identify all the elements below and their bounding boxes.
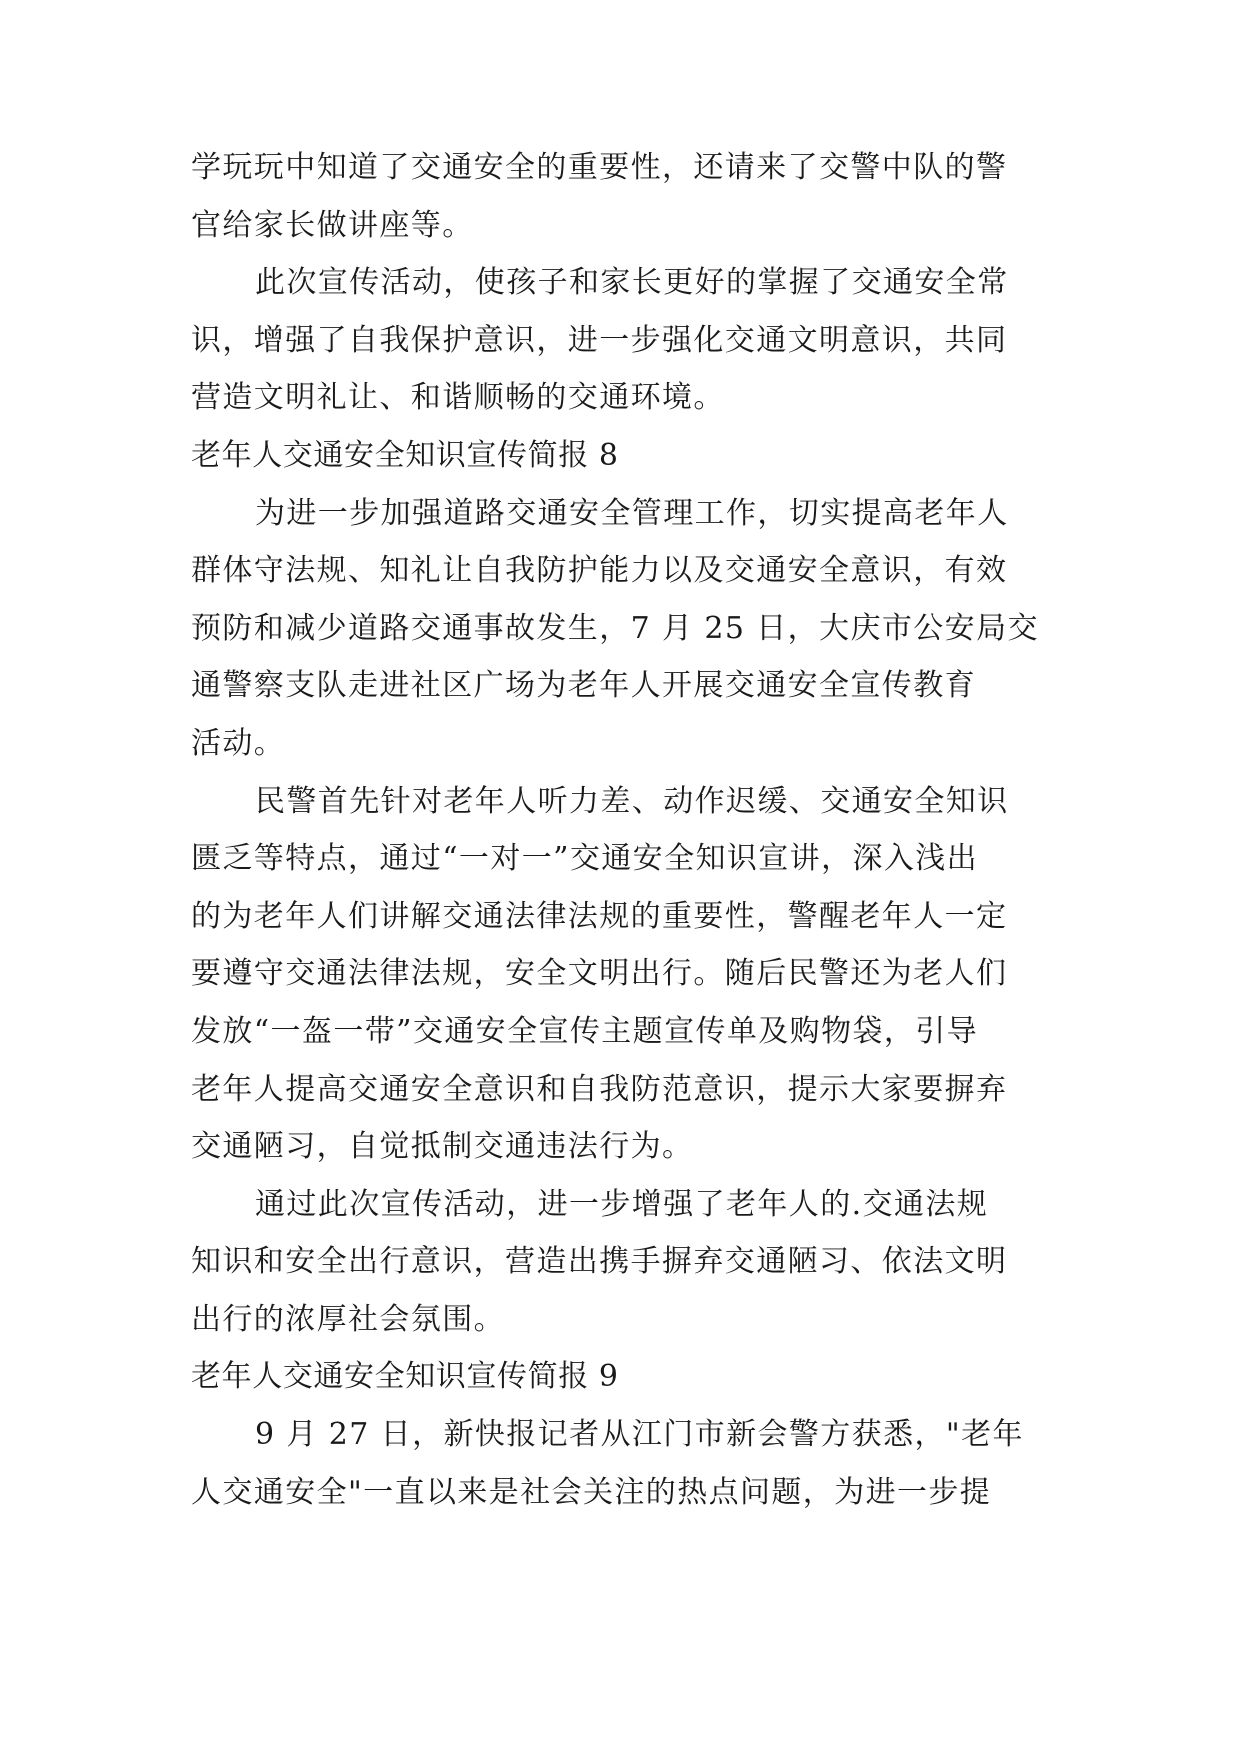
- paragraph-line: 交通陋习，自觉抵制交通违法行为。: [191, 1129, 694, 1165]
- paragraph-line: 学玩玩中知道了交通安全的重要性，还请来了交警中队的警: [191, 150, 1008, 185]
- paragraph-line: 营造文明礼让、和谐顺畅的交通环境。: [191, 380, 725, 416]
- paragraph-line: 9 月 27 日，新快报记者从江门市新会警方获悉，"老年: [255, 1417, 1024, 1453]
- paragraph-line: 知识和安全出行意识，营造出携手摒弃交通陋习、依法文明: [191, 1244, 1008, 1280]
- paragraph-line: 民警首先针对老年人听力差、动作迟缓、交通安全知识: [255, 783, 1009, 819]
- section-heading: 老年人交通安全知识宣传简报 9: [191, 1359, 619, 1395]
- paragraph-line: 的为老年人们讲解交通法律法规的重要性，警醒老年人一定: [191, 898, 1008, 934]
- paragraph-line: 识，增强了自我保护意识，进一步强化交通文明意识，共同: [191, 322, 1008, 358]
- paragraph-line: 此次宣传活动，使孩子和家长更好的掌握了交通安全常: [255, 265, 1009, 301]
- paragraph-line: 匮乏等特点，通过“一对一”交通安全知识宣讲，深入浅出: [191, 841, 979, 877]
- paragraph-line: 群体守法规、知礼让自我防护能力以及交通安全意识，有效: [191, 553, 1008, 589]
- paragraph-line: 为进一步加强道路交通安全管理工作，切实提高老年人: [255, 495, 1009, 531]
- section-heading: 老年人交通安全知识宣传简报 8: [191, 437, 619, 473]
- paragraph-line: 出行的浓厚社会氛围。: [191, 1301, 505, 1337]
- paragraph-line: 官给家长做讲座等。: [191, 207, 474, 243]
- paragraph-line: 通过此次宣传活动，进一步增强了老年人的.交通法规: [255, 1186, 989, 1222]
- paragraph-line: 要遵守交通法律法规，安全文明出行。随后民警还为老人们: [191, 956, 1008, 992]
- paragraph-line: 人交通安全"一直以来是社会关注的热点问题，为进一步提: [191, 1474, 992, 1510]
- paragraph-line: 通警察支队走进社区广场为老年人开展交通安全宣传教育: [191, 668, 976, 704]
- document-body: [191, 139, 1057, 1521]
- paragraph-line: 活动。: [191, 725, 286, 761]
- paragraph-line: 发放“一盔一带”交通安全宣传主题宣传单及购物袋，引导: [191, 1013, 979, 1049]
- paragraph-line: 预防和减少道路交通事故发生，7 月 25 日，大庆市公安局交: [191, 610, 1039, 646]
- paragraph-line: 老年人提高交通安全意识和自我防范意识，提示大家要摒弃: [191, 1071, 1008, 1107]
